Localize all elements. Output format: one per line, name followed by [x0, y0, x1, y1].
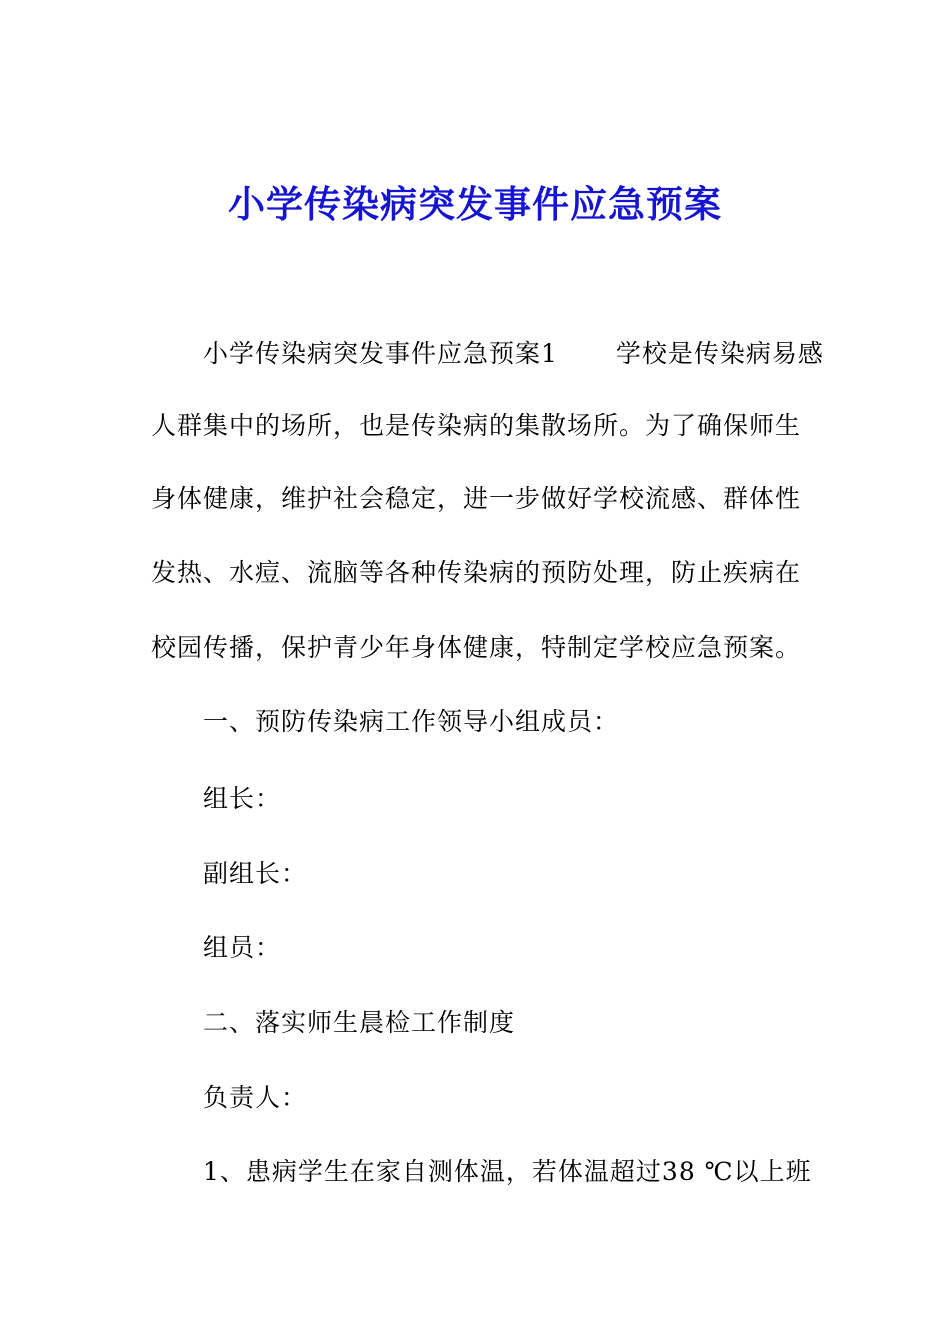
section2-heading: 二、落实师生晨检工作制度: [203, 1008, 516, 1037]
intro-first-line: [203, 336, 824, 372]
intro-line-5: 校园传播，保护青少年身体健康，特制定学校应急预案。: [151, 633, 802, 662]
section1-leader: 组长：: [203, 784, 282, 813]
intro-heading: 小学传染病突发事件应急预案1: [203, 339, 558, 368]
document-title: 小学传染病突发事件应急预案: [228, 182, 722, 226]
intro-line-3: 身体健康，维护社会稳定，进一步做好学校流感、群体性: [151, 484, 802, 513]
intro-line-2: 人群集中的场所，也是传染病的集散场所。为了确保师生: [151, 411, 802, 440]
section2-item1: 1、患病学生在家自测体温，若体温超过38 ℃以上班: [203, 1157, 812, 1186]
section1-deputy: 副组长：: [203, 859, 308, 888]
section2-responsible: 负责人：: [203, 1083, 308, 1112]
intro-line1-tail: 学校是传染病易感: [615, 339, 824, 368]
intro-line-4: 发热、水痘、流脑等各种传染病的预防处理，防止疾病在: [151, 558, 802, 587]
section1-heading: 一、预防传染病工作领导小组成员：: [203, 707, 620, 736]
section1-members: 组员：: [203, 933, 282, 962]
